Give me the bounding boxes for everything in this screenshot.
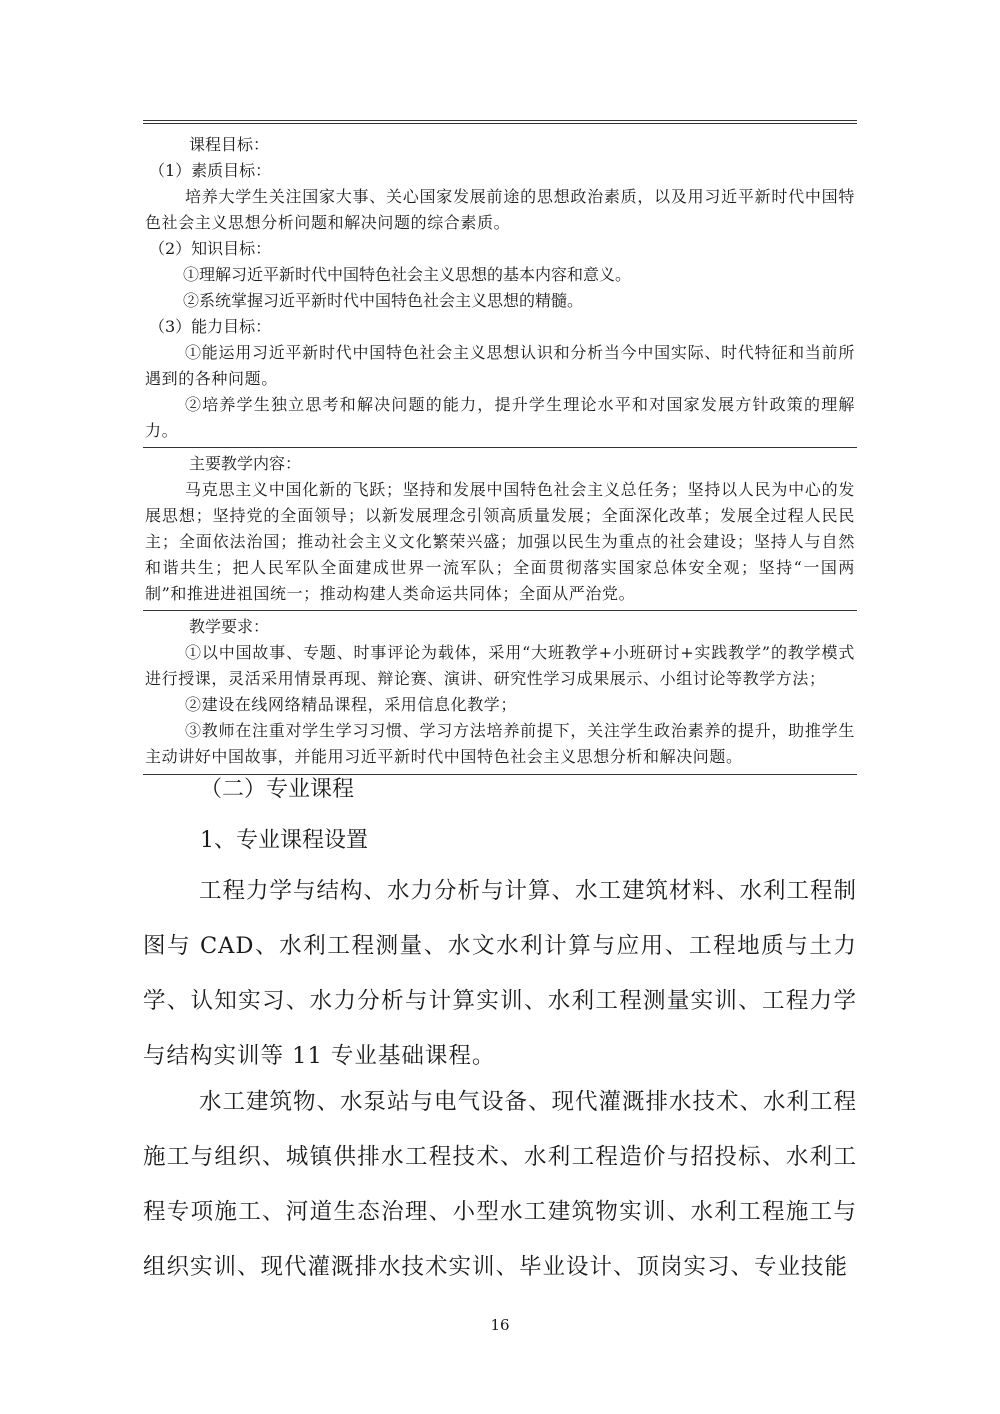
teaching-content-heading: 主要教学内容： [189, 454, 302, 473]
ability-goal-label: （3）能力目标： [149, 317, 272, 336]
knowledge-goal-label: （2）知识目标： [149, 239, 272, 258]
course-goals-section [143, 132, 857, 444]
course-goals-heading: 课程目标： [189, 135, 270, 154]
body-paragraph: 水工建筑物、水泵站与电气设备、现代灌溉排水技术、水利工程施工与组织、城镇供排水工程技术、水利工程造价与招投标、水利工程专项施工、河道生态治理、小型水工建筑物实训、水利工程施工与组织实训、现代灌溉排水技术实训、毕业设计、顶岗实习、专业技能 [143, 1089, 858, 1280]
teaching-requirement-item: ②建设在线网络精品课程，采用信息化教学； [185, 695, 518, 714]
teaching-content-text: 马克思主义中国化新的飞跃；坚持和发展中国特色社会主义总任务；坚持以人民为中心的发展思想；坚持党的全面领导；以新发展理念引领高质量发展；全面深化改革；发展全过程人民民主；全面依法治国；推动社会主义文化繁荣兴盛；加强以民生为重点的社会建设；坚持人与自然和谐共生；把人民军队全面建成世界一流军队；全面贯彻落实国家总体安全观；坚持“一国两制”和推进进祖国统一；推动构建人类命运共同体；全面从严治党。 [145, 480, 855, 603]
teaching-requirement-item: ③教师在注重对学生学习习惯、学习方法培养前提下，关注学生政治素养的提升，助推学生主动讲好中国故事，并能用习近平新时代中国特色社会主义思想分析和解决问题。 [145, 721, 855, 766]
ability-goal-item: ①能运用习近平新时代中国特色社会主义思想认识和分析当今中国实际、时代特征和当前所遇到的各种问题。 [145, 343, 855, 388]
box-top-rule-thin [143, 120, 857, 121]
body-paragraph: 工程力学与结构、水力分析与计算、水工建筑材料、水利工程制图与 CAD、水利工程测量、水文水利计算与应用、工程地质与土力学、认知实习、水力分析与计算实训、水利工程测量实训、工程力学与结构实训等 11 专业基础课程。 [143, 878, 858, 1069]
quality-goal-label: （1）素质目标： [149, 161, 272, 180]
teaching-requirements-heading: 教学要求： [189, 617, 270, 636]
section-title: （二）专业课程 [200, 777, 355, 802]
teaching-requirements-section [143, 614, 857, 770]
section-divider [143, 610, 857, 611]
subsection-title: 1、专业课程设置 [200, 828, 368, 853]
page-number: 16 [490, 1316, 510, 1334]
course-info-box [143, 120, 857, 775]
teaching-content-section [143, 451, 857, 607]
quality-goal-text: 培养大学生关注国家大事、关心国家发展前途的思想政治素质，以及用习近平新时代中国特色社会主义思想分析问题和解决问题的综合素质。 [145, 187, 855, 232]
box-top-rule-thick [143, 123, 857, 124]
knowledge-goal-item: ①理解习近平新时代中国特色社会主义思想的基本内容和意义。 [183, 265, 632, 284]
knowledge-goal-item: ②系统掌握习近平新时代中国特色社会主义思想的精髓。 [183, 291, 584, 310]
teaching-requirement-item: ①以中国故事、专题、时事评论为载体，采用“大班教学+小班研讨+实践教学”的教学模式进行授课，灵活采用情景再现、辩论赛、演讲、研究性学习成果展示、小组讨论等教学方法； [145, 643, 855, 688]
section-divider [143, 447, 857, 448]
ability-goal-item: ②培养学生独立思考和解决问题的能力，提升学生理论水平和对国家发展方针政策的理解力。 [145, 395, 855, 440]
